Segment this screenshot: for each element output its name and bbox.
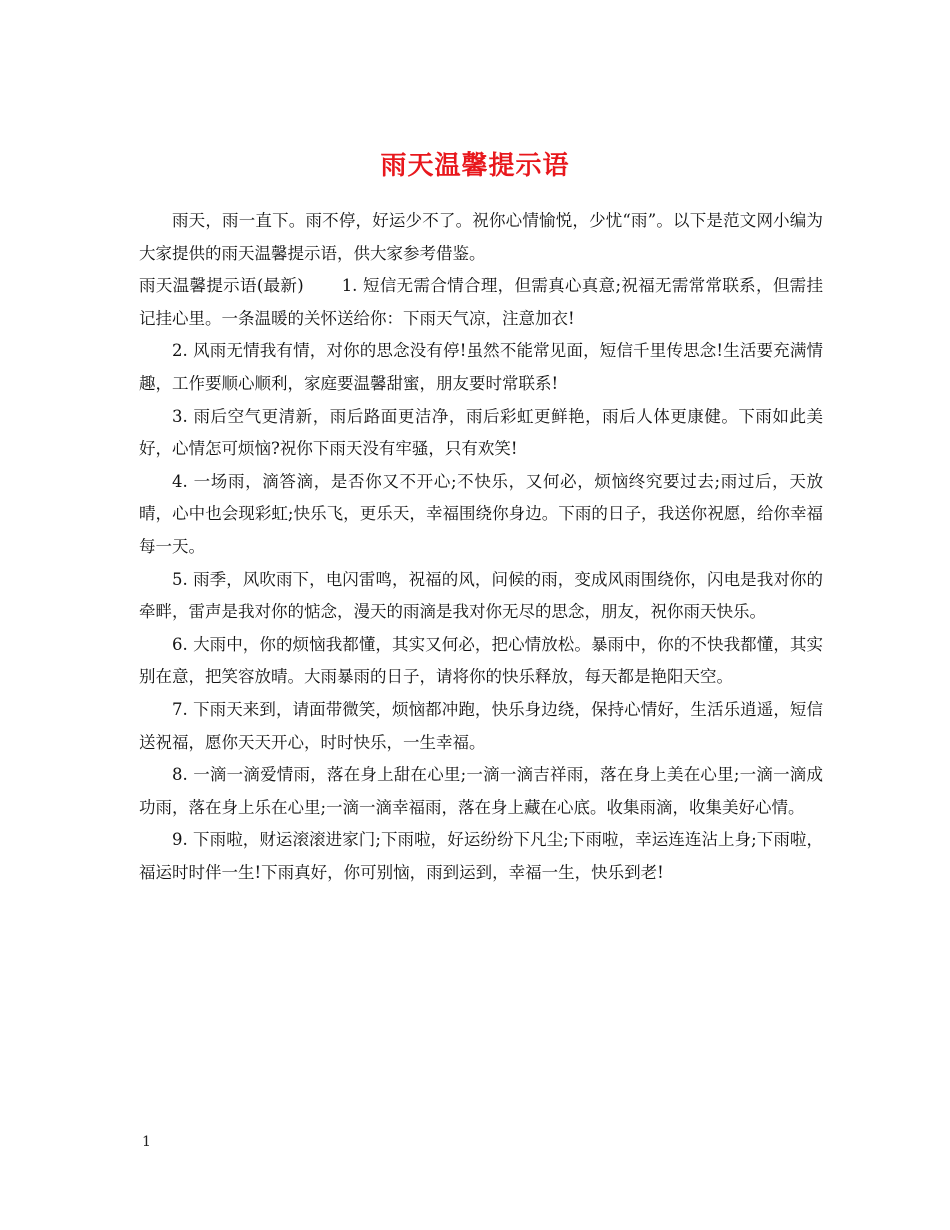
item-7-paragraph: 7. 下雨天来到，请面带微笑，烦恼都冲跑，快乐身边绕，保持心情好，生活乐逍遥，短信送祝福，愿你天天开心，时时快乐，一生幸福。: [139, 699, 823, 752]
item-6-paragraph: 6. 大雨中，你的烦恼我都懂，其实又何必，把心情放松。暴雨中，你的不快我都懂，其实别在意，把笑容放晴。大雨暴雨的日子，请将你的快乐释放，每天都是艳阳天空。: [139, 634, 823, 687]
item-2-paragraph: 2. 风雨无情我有情，对你的思念没有停!虽然不能常见面，短信千里传思念!生活要充满情趣，工作要顺心顺利，家庭要温馨甜蜜，朋友要时常联系!: [139, 341, 823, 393]
first-item-paragraph: [139, 270, 823, 335]
page-number: 1: [142, 1134, 151, 1150]
document-body: [139, 205, 823, 889]
intro-paragraph: 雨天，雨一直下。雨不停，好运少不了。祝你心情愉悦，少忧“雨”。以下是范文网小编为大家提供的雨天温馨提示语，供大家参考借鉴。: [139, 211, 823, 263]
section-subheading: 雨天温馨提示语(最新): [139, 276, 304, 296]
item-3-paragraph: 3. 雨后空气更清新，雨后路面更洁净，雨后彩虹更鲜艳，雨后人体更康健。下雨如此美好，心情怎可烦恼?祝你下雨天没有牢骚，只有欢笑!: [139, 406, 823, 459]
document-title: 雨天温馨提示语: [380, 151, 570, 182]
item-8-paragraph: 8. 一滴一滴爱情雨，落在身上甜在心里;一滴一滴吉祥雨，落在身上美在心里;一滴一滴成功雨，落在身上乐在心里;一滴一滴幸福雨，落在身上藏在心底。收集雨滴，收集美好心情。: [139, 765, 823, 817]
item-5-paragraph: 5. 雨季，风吹雨下，电闪雷鸣，祝福的风，问候的雨，变成风雨围绕你，闪电是我对你的牵畔，雷声是我对你的惦念，漫天的雨滴是我对你无尽的思念，朋友，祝你雨天快乐。: [139, 569, 823, 622]
item-1-text: 1. 短信无需合情合理，但需真心真意;祝福无需常常联系，但需挂记挂心里。一条温暖的关怀送给你：下雨天气凉，注意加衣!: [139, 276, 824, 328]
item-9-paragraph: 9. 下雨啦，财运滚滚进家门;下雨啦，好运纷纷下凡尘;下雨啦，幸运连连沾上身;下雨啦，福运时时伴一生!下雨真好，你可别恼，雨到运到，幸福一生，快乐到老!: [139, 830, 823, 882]
item-4-paragraph: 4. 一场雨，滴答滴，是否你又不开心;不快乐，又何必，烦恼终究要过去;雨过后，天放晴，心中也会现彩虹;快乐飞，更乐天，幸福围绕你身边。下雨的日子，我送你祝愿，给你幸福每一天。: [139, 471, 823, 556]
